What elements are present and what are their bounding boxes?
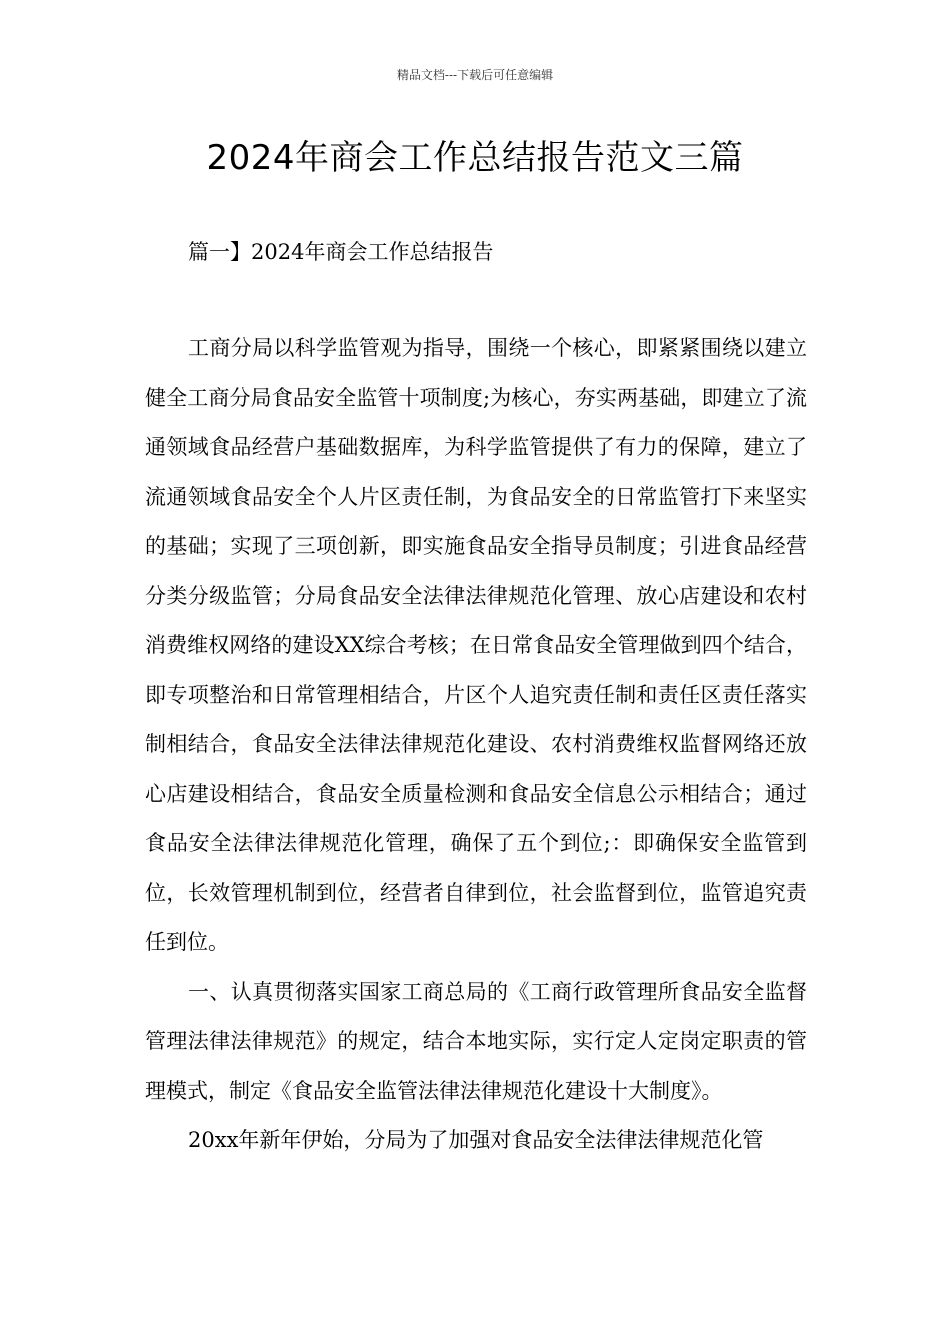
paragraph: 工商分局以科学监管观为指导，围绕一个核心，即紧紧围绕以建立健全工商分局食品安全监管十项制度;为核心，夯实两基础，即建立了流通领域食品经营户基础数据库，为科学监管提供了有力的保障，建立了流通领域食品安全个人片区责任制，为食品安全的日常监管打下来坚实的基础；实现了三项创新，即实施食品安全指导员制度；引进食品经营分类分级监管；分局食品安全法律法律规范化管理、放心店建设和农村消费维权网络的建设XX综合考核；在日常食品安全管理做到四个结合，即专项整治和日常管理相结合，片区个人追究责任制和责任区责任落实制相结合，食品安全法律法律规范化建设、农村消费维权监督网络还放心店建设相结合，食品安全质量检测和食品安全信息公示相结合；通过食品安全法律法律规范化管理，确保了五个到位;：即确保安全监管到位，长效管理机制到位，经营者自律到位，社会监督到位，监管追究责任到位。 xyxy=(145,336,807,954)
document-body xyxy=(145,324,807,1166)
section-heading: 篇一】2024年商会工作总结报告 xyxy=(188,240,494,264)
document-title: 2024年商会工作总结报告范文三篇 xyxy=(206,138,744,178)
header-note: 精品文档---下载后可任意编辑 xyxy=(396,68,554,82)
paragraph: 一、认真贯彻落实国家工商总局的《工商行政管理所食品安全监督管理法律法律规范》的规定，结合本地实际，实行定人定岗定职责的管理模式，制定《食品安全监管法律法律规范化建设十大制度》。 xyxy=(145,979,807,1103)
paragraph: 20xx年新年伊始，分局为了加强对食品安全法律法律规范化管 xyxy=(188,1128,764,1152)
